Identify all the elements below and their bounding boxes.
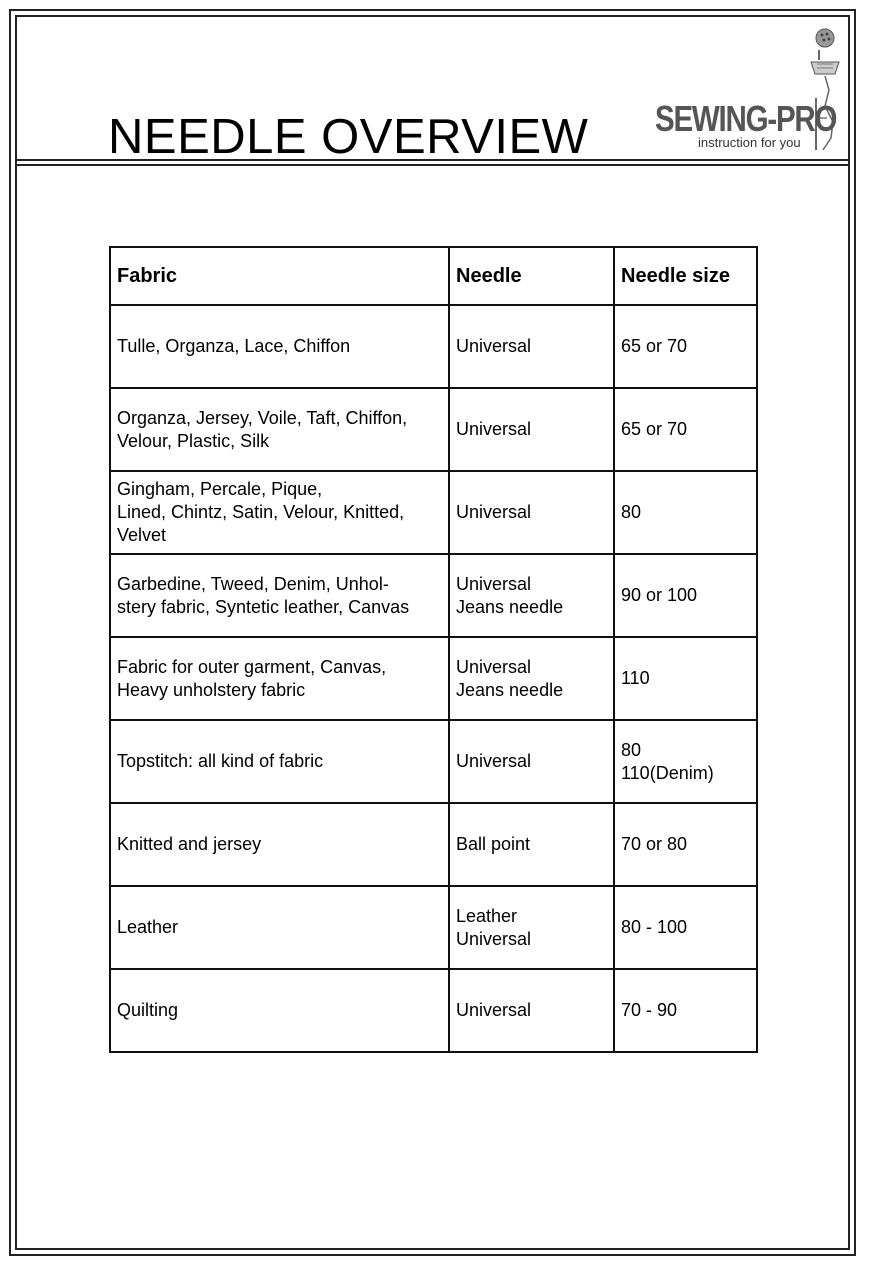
needle-size-cell: 65 or 70 — [614, 388, 757, 471]
brand-logo — [655, 26, 845, 154]
fabric-cell: Leather — [110, 886, 449, 969]
fabric-cell: Tulle, Organza, Lace, Chiffon — [110, 305, 449, 388]
table-row — [110, 803, 757, 886]
fabric-cell: Quilting — [110, 969, 449, 1052]
fabric-cell: Organza, Jersey, Voile, Taft, Chiffon, Velour, Plastic, Silk — [110, 388, 449, 471]
column-header-needle: Needle — [449, 247, 614, 305]
fabric-cell: Garbedine, Tweed, Denim, Unhol- stery fabric, Syntetic leather, Canvas — [110, 554, 449, 637]
needle-cell: Leather Universal — [449, 886, 614, 969]
column-header-fabric: Fabric — [110, 247, 449, 305]
needle-table — [109, 246, 758, 1053]
needle-size-cell: 110 — [614, 637, 757, 720]
needle-cell: Universal — [449, 305, 614, 388]
needle-size-cell: 65 or 70 — [614, 305, 757, 388]
fabric-cell: Knitted and jersey — [110, 803, 449, 886]
needle-cell: Universal — [449, 388, 614, 471]
fabric-cell: Gingham, Percale, Pique, Lined, Chintz, Satin, Velour, Knitted, Velvet — [110, 471, 449, 554]
header-divider — [15, 164, 850, 166]
table-row — [110, 886, 757, 969]
fabric-cell: Fabric for outer garment, Canvas, Heavy unholstery fabric — [110, 637, 449, 720]
needle-size-cell: 70 or 80 — [614, 803, 757, 886]
needle-size-cell: 80 — [614, 471, 757, 554]
page-title: NEEDLE OVERVIEW — [108, 109, 589, 164]
logo-wordmark: SEWING-PRO — [655, 98, 837, 139]
table-row — [110, 388, 757, 471]
logo-tagline: instruction for you — [698, 135, 801, 150]
needle-cell: Universal Jeans needle — [449, 554, 614, 637]
table-row — [110, 471, 757, 554]
needle-cell: Universal Jeans needle — [449, 637, 614, 720]
needle-size-cell: 80 - 100 — [614, 886, 757, 969]
table-row — [110, 720, 757, 803]
needle-cell: Universal — [449, 471, 614, 554]
needle-size-cell: 80 110(Denim) — [614, 720, 757, 803]
table-header-row — [110, 247, 757, 305]
needle-cell: Universal — [449, 969, 614, 1052]
table-row — [110, 554, 757, 637]
needle-size-cell: 70 - 90 — [614, 969, 757, 1052]
table-row — [110, 305, 757, 388]
needle-cell: Universal — [449, 720, 614, 803]
table-row — [110, 969, 757, 1052]
fabric-cell: Topstitch: all kind of fabric — [110, 720, 449, 803]
needle-cell: Ball point — [449, 803, 614, 886]
column-header-needle-size: Needle size — [614, 247, 757, 305]
needle-size-cell: 90 or 100 — [614, 554, 757, 637]
table-row — [110, 637, 757, 720]
